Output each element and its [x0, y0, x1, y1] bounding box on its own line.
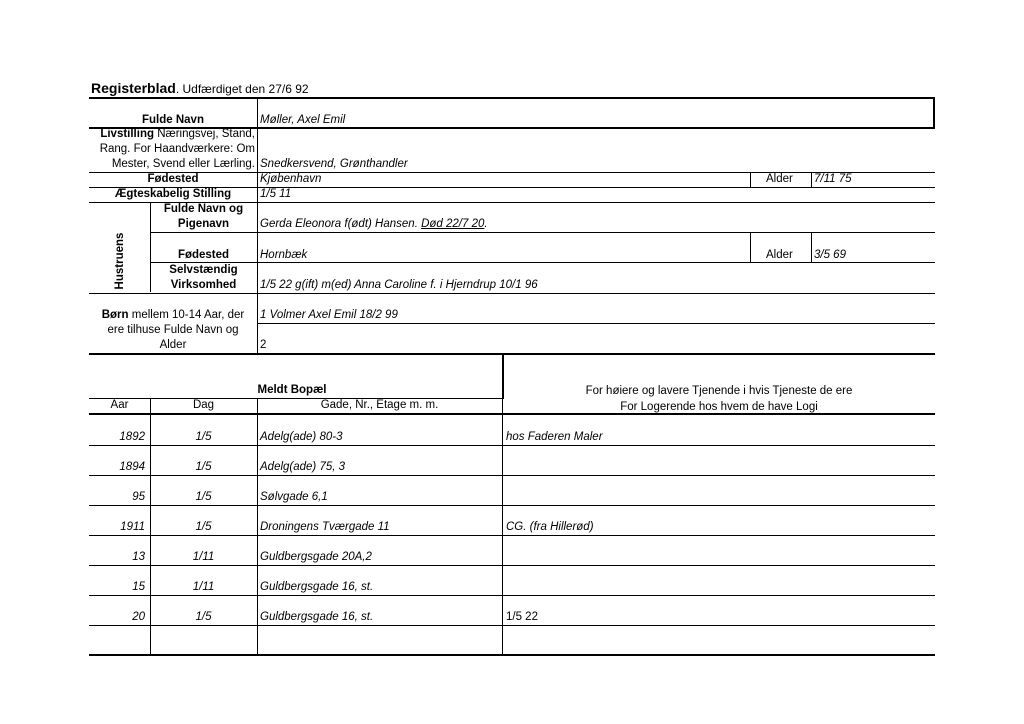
col-address-header: Gade, Nr., Etage m. m. — [320, 399, 439, 411]
col-year-header: Aar — [110, 399, 129, 411]
label-full-name: Fulde Navn — [142, 114, 204, 126]
wife-age-value: 3/5 69 — [814, 249, 846, 261]
wife-death-dot: . — [484, 218, 488, 230]
wife-death-note: Død 22/7 20 — [421, 218, 485, 230]
page-title-block — [91, 82, 309, 97]
rule — [811, 232, 812, 262]
rule — [150, 232, 935, 233]
row-year: 95 — [132, 491, 145, 503]
row-address: Guldbergsgade 16, st. — [260, 611, 374, 623]
rule — [89, 293, 935, 294]
row-year: 15 — [132, 581, 145, 593]
rule — [811, 172, 812, 187]
label-age: Alder — [766, 173, 793, 185]
label-birthplace: Fødested — [147, 173, 199, 185]
rule — [150, 262, 935, 263]
row-year: 1894 — [119, 461, 145, 473]
rule — [502, 398, 503, 655]
row-year: 13 — [132, 551, 145, 563]
issue-date: . Udfærdiget den 27/6 92 — [175, 82, 309, 96]
label-occupation-bold: Livstilling — [100, 128, 154, 140]
page-title: Registerblad — [91, 80, 176, 96]
label-children-bold: Børn — [101, 309, 129, 321]
row-day: 1/5 — [195, 491, 212, 503]
label-children-line2: ere tilhuse Fulde Navn og — [107, 324, 239, 336]
row-day: 1/5 — [195, 521, 212, 533]
row-address: Adelg(ade) 75, 3 — [260, 461, 346, 473]
rule — [89, 535, 935, 536]
rule — [257, 97, 258, 354]
rule — [89, 353, 935, 355]
rule — [89, 625, 935, 626]
section-label-wife: Hustruens — [114, 232, 126, 290]
row-note: hos Faderen Maler — [506, 431, 603, 443]
label-wife-name-2: Pigenavn — [177, 218, 230, 230]
row-address: Guldbergsgade 16, st. — [260, 581, 374, 593]
row-day: 1/11 — [192, 581, 215, 593]
label-wife-occupation-1: Selvstændig — [169, 264, 238, 276]
rule — [89, 413, 935, 415]
wife-occupation-value: 1/5 22 g(ift) m(ed) Anna Caroline f. i Hjerndrup 10/1 96 — [260, 279, 538, 291]
row-note: 1/5 22 — [506, 611, 538, 623]
rule — [89, 595, 935, 596]
note-header-1: For høiere og lavere Tjenende i hvis Tjeneste de ere — [585, 385, 853, 397]
wife-birthplace-value: Hornbæk — [260, 249, 308, 261]
row-day: 1/11 — [192, 551, 215, 563]
row-address: Guldbergsgade 20A,2 — [260, 551, 372, 563]
label-children-line3: Alder — [159, 339, 187, 351]
birthplace-value: Kjøbenhavn — [260, 173, 322, 185]
label-wife-birthplace: Fødested — [177, 249, 230, 261]
rule — [750, 232, 751, 262]
label-wife-occupation-2: Virksomhed — [170, 279, 237, 291]
row-note: CG. (fra Hillerød) — [506, 521, 594, 533]
rule — [89, 445, 935, 446]
row-address: Droningens Tværgade 11 — [260, 521, 390, 533]
label-children — [89, 309, 257, 322]
label-occupation-line3: Mester, Svend eller Lærling. — [111, 158, 255, 170]
row-year: 1911 — [120, 521, 145, 533]
label-occupation-line2: Rang. For Haandværkere: Om — [99, 143, 255, 155]
rule — [89, 565, 935, 566]
label-wife-name-1: Fulde Navn og — [163, 203, 244, 215]
row-address: Adelg(ade) 80-3 — [260, 431, 343, 443]
rule — [89, 97, 935, 99]
child-2-value: 2 — [260, 339, 267, 351]
rule — [89, 654, 935, 656]
wife-name-value — [260, 218, 488, 231]
rule — [933, 97, 935, 128]
label-children-rest: mellem 10-14 Aar, der — [128, 309, 245, 321]
label-occupation — [89, 128, 255, 141]
label-occupation-rest: Næringsvej, Stand, — [154, 128, 255, 140]
row-year: 20 — [132, 611, 145, 623]
col-day-header: Dag — [192, 399, 215, 411]
age-value: 7/11 75 — [814, 173, 852, 185]
rule — [750, 172, 751, 187]
occupation-value: Snedkersvend, Grønthandler — [260, 158, 408, 170]
row-address: Sølvgade 6,1 — [260, 491, 328, 503]
rule — [257, 398, 258, 655]
wife-name: Gerda Eleonora f(ødt) Hansen. — [260, 218, 418, 230]
label-marital-status: Ægteskabelig Stilling — [114, 188, 232, 200]
rule — [89, 505, 935, 506]
row-day: 1/5 — [195, 431, 212, 443]
full-name-value: Møller, Axel Emil — [260, 114, 346, 126]
row-day: 1/5 — [195, 611, 212, 623]
residence-header: Meldt Bopæl — [257, 384, 327, 396]
marital-status-value: 1/5 11 — [260, 188, 292, 200]
rule — [257, 323, 935, 324]
label-wife-age: Alder — [766, 249, 793, 261]
row-year: 1892 — [119, 431, 145, 443]
child-1-value: 1 Volmer Axel Emil 18/2 99 — [260, 309, 398, 321]
note-header-2: For Logerende hos hvem de have Logi — [620, 401, 818, 413]
row-day: 1/5 — [195, 461, 212, 473]
rule — [89, 475, 935, 476]
